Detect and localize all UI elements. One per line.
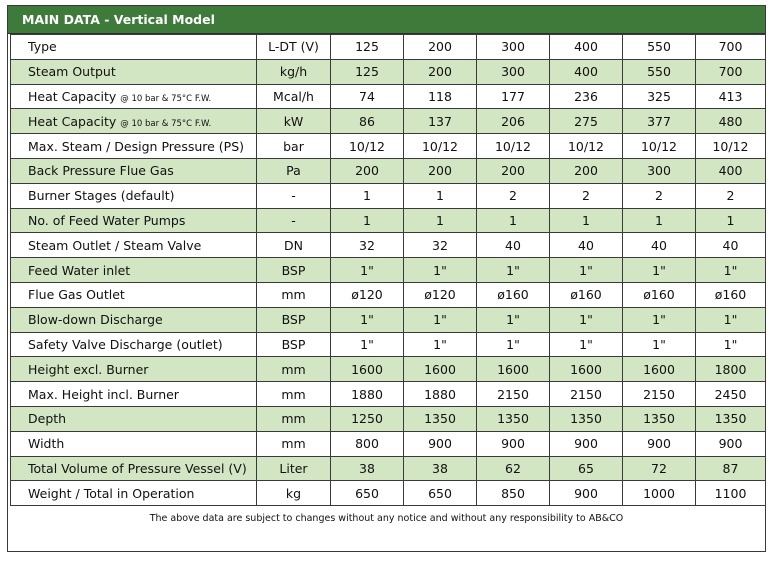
unit-cell: mm	[257, 282, 331, 307]
parameter-label: Blow-down Discharge	[28, 312, 163, 328]
table-row	[11, 406, 766, 431]
table-row	[11, 382, 766, 407]
value-cell: ø160	[477, 282, 550, 307]
unit-cell: mm	[257, 357, 331, 382]
value-cell: 900	[550, 481, 623, 506]
value-cell: 800	[331, 431, 404, 456]
unit-cell: L-DT (V)	[257, 35, 331, 60]
table-row	[11, 84, 766, 109]
value-cell: 1880	[331, 382, 404, 407]
value-cell: 400	[550, 35, 623, 60]
table-row	[11, 332, 766, 357]
value-cell: 1"	[404, 332, 477, 357]
value-cell: 900	[696, 431, 766, 456]
parameter-cell	[11, 134, 257, 159]
unit-cell: kW	[257, 109, 331, 134]
main-data-panel	[7, 5, 766, 552]
value-cell: 1"	[696, 332, 766, 357]
value-cell: 2	[550, 183, 623, 208]
table-row	[11, 258, 766, 283]
parameter-label: Flue Gas Outlet	[28, 287, 125, 303]
value-cell: 1	[623, 208, 696, 233]
value-cell: 1	[404, 183, 477, 208]
value-cell: 1350	[477, 406, 550, 431]
value-cell: 1"	[477, 332, 550, 357]
table-row	[11, 481, 766, 506]
table-title: MAIN DATA - Vertical Model	[8, 6, 765, 34]
value-cell: 1"	[404, 307, 477, 332]
value-cell: 2150	[550, 382, 623, 407]
value-cell: 118	[404, 84, 477, 109]
parameter-label: Total Volume of Pressure Vessel (V)	[28, 460, 247, 476]
value-cell: 1	[477, 208, 550, 233]
value-cell: 40	[477, 233, 550, 258]
value-cell: ø160	[550, 282, 623, 307]
value-cell: 1350	[404, 406, 477, 431]
parameter-label: Feed Water inlet	[28, 262, 131, 278]
value-cell: 72	[623, 456, 696, 481]
value-cell: 1	[331, 183, 404, 208]
value-cell: 1800	[696, 357, 766, 382]
table-row	[11, 456, 766, 481]
value-cell: 65	[550, 456, 623, 481]
value-cell: 1	[404, 208, 477, 233]
value-cell: 650	[331, 481, 404, 506]
value-cell: 1"	[550, 332, 623, 357]
parameter-cell	[11, 357, 257, 382]
value-cell: 1"	[331, 258, 404, 283]
value-cell: 2	[696, 183, 766, 208]
parameter-cell	[11, 183, 257, 208]
parameter-cell	[11, 332, 257, 357]
value-cell: 1"	[404, 258, 477, 283]
unit-cell: BSP	[257, 258, 331, 283]
value-cell: ø120	[331, 282, 404, 307]
value-cell: 1	[696, 208, 766, 233]
value-cell: 480	[696, 109, 766, 134]
table-row	[11, 134, 766, 159]
value-cell: 74	[331, 84, 404, 109]
value-cell: 700	[696, 59, 766, 84]
value-cell: 10/12	[696, 134, 766, 159]
unit-cell: kg	[257, 481, 331, 506]
parameter-label: No. of Feed Water Pumps	[28, 212, 186, 228]
value-cell: 400	[696, 158, 766, 183]
value-cell: 650	[404, 481, 477, 506]
value-cell: 87	[696, 456, 766, 481]
value-cell: 1"	[623, 332, 696, 357]
value-cell: 900	[623, 431, 696, 456]
value-cell: 1600	[331, 357, 404, 382]
value-cell: 32	[404, 233, 477, 258]
table-row	[11, 233, 766, 258]
parameter-label: Depth	[28, 411, 67, 427]
table-row	[11, 307, 766, 332]
parameter-cell	[11, 59, 257, 84]
unit-cell: BSP	[257, 307, 331, 332]
value-cell: 86	[331, 109, 404, 134]
value-cell: 38	[331, 456, 404, 481]
parameter-cell	[11, 431, 257, 456]
value-cell: 850	[477, 481, 550, 506]
parameter-cell	[11, 35, 257, 60]
value-cell: 1600	[404, 357, 477, 382]
value-cell: 325	[623, 84, 696, 109]
value-cell: 177	[477, 84, 550, 109]
table-row	[11, 208, 766, 233]
value-cell: 1250	[331, 406, 404, 431]
value-cell: 10/12	[404, 134, 477, 159]
value-cell: 2150	[623, 382, 696, 407]
parameter-label: Heat Capacity	[28, 88, 117, 104]
table-row	[11, 109, 766, 134]
unit-cell: DN	[257, 233, 331, 258]
unit-cell: mm	[257, 382, 331, 407]
value-cell: 40	[550, 233, 623, 258]
value-cell: 200	[404, 35, 477, 60]
value-cell: 300	[623, 158, 696, 183]
value-cell: 125	[331, 35, 404, 60]
parameter-cell	[11, 233, 257, 258]
value-cell: 550	[623, 35, 696, 60]
value-cell: 1100	[696, 481, 766, 506]
parameter-label: Type	[28, 39, 57, 55]
value-cell: 125	[331, 59, 404, 84]
parameter-cell	[11, 382, 257, 407]
unit-cell: mm	[257, 431, 331, 456]
value-cell: 300	[477, 35, 550, 60]
unit-cell: Liter	[257, 456, 331, 481]
parameter-label: Weight / Total in Operation	[28, 485, 195, 501]
value-cell: 1	[331, 208, 404, 233]
value-cell: 400	[550, 59, 623, 84]
table-row	[11, 158, 766, 183]
table-row	[11, 282, 766, 307]
parameter-cell	[11, 307, 257, 332]
value-cell: 900	[550, 431, 623, 456]
parameter-label: Width	[28, 436, 65, 452]
value-cell: 2	[623, 183, 696, 208]
value-cell: 1"	[331, 332, 404, 357]
parameter-label: Steam Outlet / Steam Valve	[28, 237, 202, 253]
value-cell: 1"	[550, 258, 623, 283]
value-cell: 1600	[623, 357, 696, 382]
unit-cell: bar	[257, 134, 331, 159]
value-cell: 1880	[404, 382, 477, 407]
value-cell: 2	[477, 183, 550, 208]
value-cell: 200	[404, 158, 477, 183]
parameter-note: @ 10 bar & 75°C F.W.	[120, 93, 212, 104]
value-cell: 1"	[623, 307, 696, 332]
parameter-label: Max. Height incl. Burner	[28, 386, 179, 402]
parameter-label: Max. Steam / Design Pressure (PS)	[28, 138, 245, 154]
value-cell: 1350	[696, 406, 766, 431]
table-row	[11, 183, 766, 208]
value-cell: 62	[477, 456, 550, 481]
parameter-label: Safety Valve Discharge (outlet)	[28, 336, 223, 352]
parameter-cell	[11, 84, 257, 109]
unit-cell: Pa	[257, 158, 331, 183]
value-cell: 2450	[696, 382, 766, 407]
disclaimer-note: The above data are subject to changes without any notice and without any responsibility to AB&CO	[149, 513, 624, 525]
value-cell: 1"	[550, 307, 623, 332]
value-cell: 1000	[623, 481, 696, 506]
table-row	[11, 59, 766, 84]
value-cell: 300	[477, 59, 550, 84]
value-cell: 900	[404, 431, 477, 456]
value-cell: ø160	[623, 282, 696, 307]
value-cell: 1"	[696, 307, 766, 332]
unit-cell: BSP	[257, 332, 331, 357]
spec-table	[10, 34, 766, 506]
value-cell: ø160	[696, 282, 766, 307]
unit-cell: mm	[257, 406, 331, 431]
parameter-label: Back Pressure Flue Gas	[28, 163, 174, 179]
value-cell: 1350	[550, 406, 623, 431]
value-cell: 1	[550, 208, 623, 233]
value-cell: 40	[696, 233, 766, 258]
parameter-note: @ 10 bar & 75°C F.W.	[120, 118, 212, 129]
value-cell: 10/12	[623, 134, 696, 159]
value-cell: 200	[550, 158, 623, 183]
spec-table-body	[11, 35, 766, 506]
table-row	[11, 431, 766, 456]
value-cell: ø120	[404, 282, 477, 307]
value-cell: 1600	[550, 357, 623, 382]
value-cell: 1"	[623, 258, 696, 283]
value-cell: 200	[477, 158, 550, 183]
parameter-cell	[11, 282, 257, 307]
value-cell: 275	[550, 109, 623, 134]
value-cell: 1"	[477, 307, 550, 332]
value-cell: 38	[404, 456, 477, 481]
parameter-cell	[11, 456, 257, 481]
parameter-cell	[11, 158, 257, 183]
parameter-cell	[11, 481, 257, 506]
value-cell: 900	[477, 431, 550, 456]
value-cell: 10/12	[550, 134, 623, 159]
value-cell: 1"	[477, 258, 550, 283]
value-cell: 40	[623, 233, 696, 258]
unit-cell: -	[257, 208, 331, 233]
parameter-label: Burner Stages (default)	[28, 188, 175, 204]
value-cell: 2150	[477, 382, 550, 407]
value-cell: 200	[404, 59, 477, 84]
table-row	[11, 35, 766, 60]
table-row	[11, 357, 766, 382]
parameter-cell	[11, 109, 257, 134]
parameter-cell	[11, 406, 257, 431]
value-cell: 1"	[696, 258, 766, 283]
value-cell: 10/12	[477, 134, 550, 159]
parameter-cell	[11, 208, 257, 233]
value-cell: 236	[550, 84, 623, 109]
unit-cell: Mcal/h	[257, 84, 331, 109]
value-cell: 1350	[623, 406, 696, 431]
parameter-label: Height excl. Burner	[28, 361, 149, 377]
value-cell: 137	[404, 109, 477, 134]
value-cell: 200	[331, 158, 404, 183]
value-cell: 413	[696, 84, 766, 109]
value-cell: 32	[331, 233, 404, 258]
value-cell: 700	[696, 35, 766, 60]
parameter-cell	[11, 258, 257, 283]
parameter-label: Heat Capacity	[28, 113, 117, 129]
parameter-label: Steam Output	[28, 64, 116, 80]
value-cell: 206	[477, 109, 550, 134]
value-cell: 1600	[477, 357, 550, 382]
unit-cell: kg/h	[257, 59, 331, 84]
value-cell: 550	[623, 59, 696, 84]
unit-cell: -	[257, 183, 331, 208]
value-cell: 1"	[331, 307, 404, 332]
value-cell: 10/12	[331, 134, 404, 159]
value-cell: 377	[623, 109, 696, 134]
